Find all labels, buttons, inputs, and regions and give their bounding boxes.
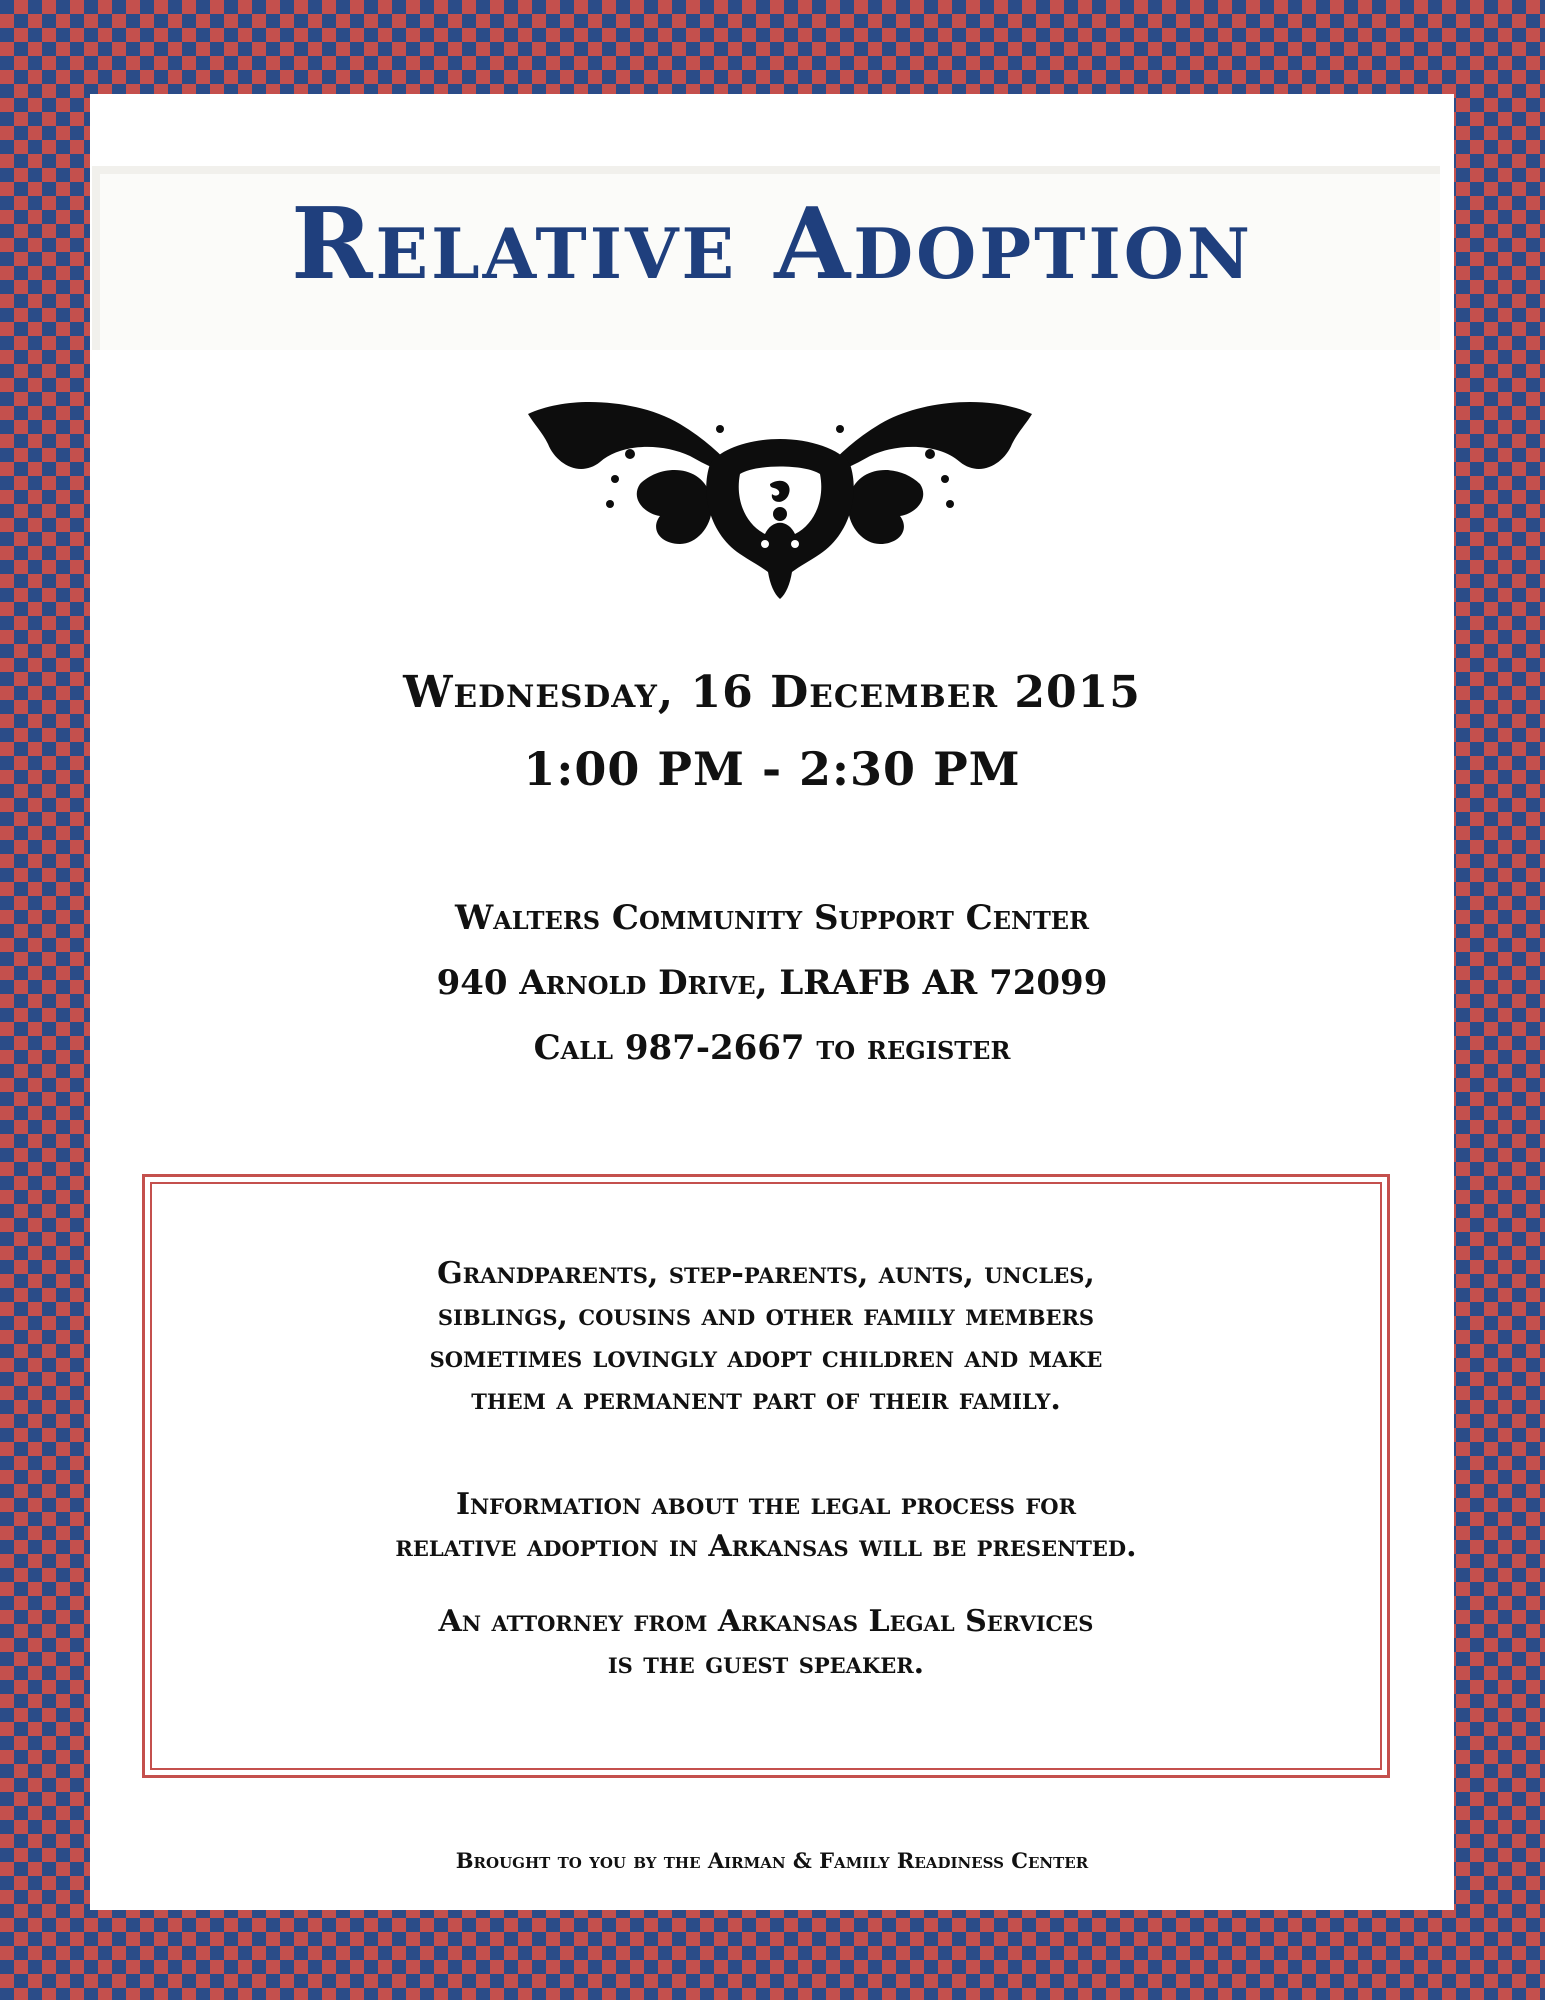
info-line: An attorney from Arkansas Legal Services bbox=[438, 1604, 1094, 1639]
damask-flourish-icon bbox=[520, 394, 1040, 604]
info-line: sometimes lovingly adopt children and make bbox=[429, 1340, 1103, 1375]
info-box bbox=[142, 1174, 1390, 1778]
info-line: is the guest speaker. bbox=[607, 1646, 925, 1681]
info-line: them a permanent part of their family. bbox=[471, 1382, 1061, 1417]
event-time: 1:00 PM - 2:30 PM bbox=[523, 742, 1021, 796]
info-paragraph-family bbox=[145, 1253, 1387, 1421]
flyer-sheet bbox=[90, 94, 1454, 1910]
sponsor-footer: Brought to you by the Airman & Family Readiness Center bbox=[455, 1848, 1089, 1873]
info-line: Grandparents, step-parents, aunts, uncles, bbox=[437, 1256, 1095, 1291]
flyer-title: Relative Adoption bbox=[291, 187, 1253, 302]
event-address: 940 Arnold Drive, LRAFB AR 72099 bbox=[436, 963, 1108, 1003]
info-line: relative adoption in Arkansas will be presented. bbox=[395, 1529, 1137, 1564]
info-line: siblings, cousins and other family members bbox=[437, 1298, 1095, 1333]
registration-phone: Call 987-2667 to register bbox=[533, 1028, 1011, 1068]
info-line: Information about the legal process for bbox=[455, 1487, 1077, 1522]
info-paragraph-legal-process bbox=[145, 1484, 1387, 1568]
event-venue: Walters Community Support Center bbox=[454, 898, 1090, 938]
event-date: Wednesday, 16 December 2015 bbox=[403, 667, 1141, 718]
info-paragraph-speaker bbox=[145, 1601, 1387, 1685]
